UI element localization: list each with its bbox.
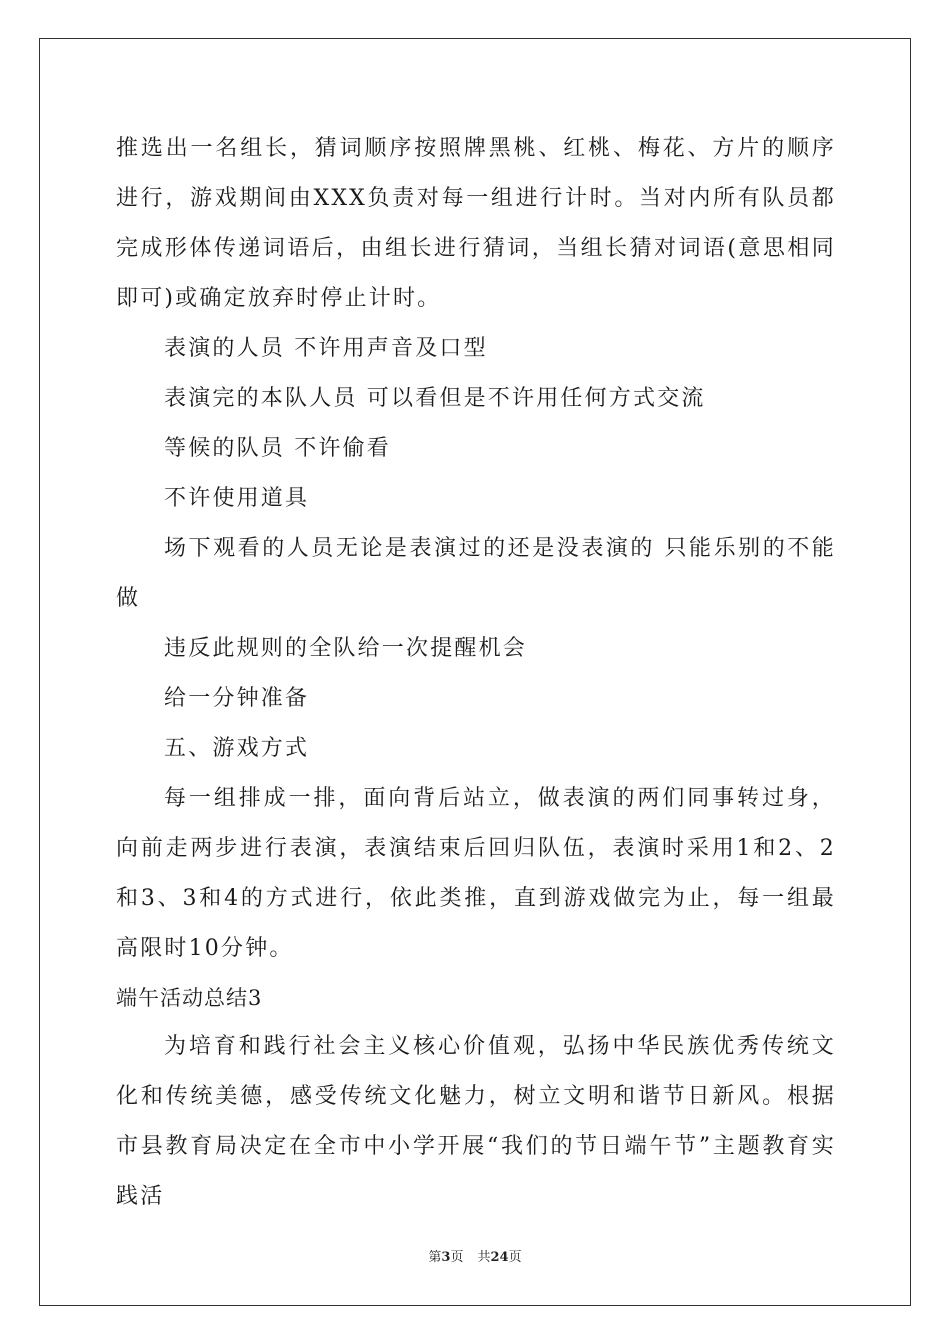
paragraph-rule-violation: 违反此规则的全队给一次提醒机会 xyxy=(164,636,528,661)
section-heading-game-method: 五、游戏方式 xyxy=(164,736,310,761)
total-prefix: 共 xyxy=(477,1250,491,1265)
paragraph-rule-waiting: 等候的队员 不许偷看 xyxy=(164,436,391,461)
page-number: 3 xyxy=(441,1250,451,1265)
paragraph-rule-audience: 场下观看的人员无论是表演过的还是没表演的 只能乐别的不能做 xyxy=(116,536,836,611)
page-footer xyxy=(0,1246,950,1265)
paragraph-rules-intro: 推选出一名组长，猜词顺序按照牌黑桃、红桃、梅花、方片的顺序进行，游戏期间由XXX负责对每一组进行计时。当对内所有队员都完成形体传递词语后，由组长进行猜词，当组长猜对词语(意思相同即可)或确定放弃时停止计时。 xyxy=(116,136,836,311)
paragraph-game-method: 每一组排成一排，面向背后站立，做表演的两们同事转过身，向前走两步进行表演，表演结束后回归队伍，表演时采用1和2、2和3、3和4的方式进行，依此类推，直到游戏做完为止，每一组最高限时10分钟。 xyxy=(116,786,836,961)
page-prefix: 第 xyxy=(428,1250,442,1265)
paragraph-rule-props: 不许使用道具 xyxy=(164,486,310,511)
document-body xyxy=(116,124,836,1222)
total-suffix: 页 xyxy=(508,1250,522,1265)
page-suffix: 页 xyxy=(450,1250,464,1265)
paragraph-rule-performer: 表演的人员 不许用声音及口型 xyxy=(164,336,488,361)
paragraph-rule-prep: 给一分钟准备 xyxy=(164,686,310,711)
total-pages: 24 xyxy=(490,1250,509,1265)
paragraph-summary-intro: 为培育和践行社会主义核心价值观，弘扬中华民族优秀传统文化和传统美德，感受传统文化魅力，树立文明和谐节日新风。根据市县教育局决定在全市中小学开展“我们的节日端午节”主题教育实践活 xyxy=(116,1034,836,1209)
paragraph-rule-finished: 表演完的本队人员 可以看但是不许用任何方式交流 xyxy=(164,386,706,411)
section-title-summary-3: 端午活动总结3 xyxy=(116,986,263,1010)
